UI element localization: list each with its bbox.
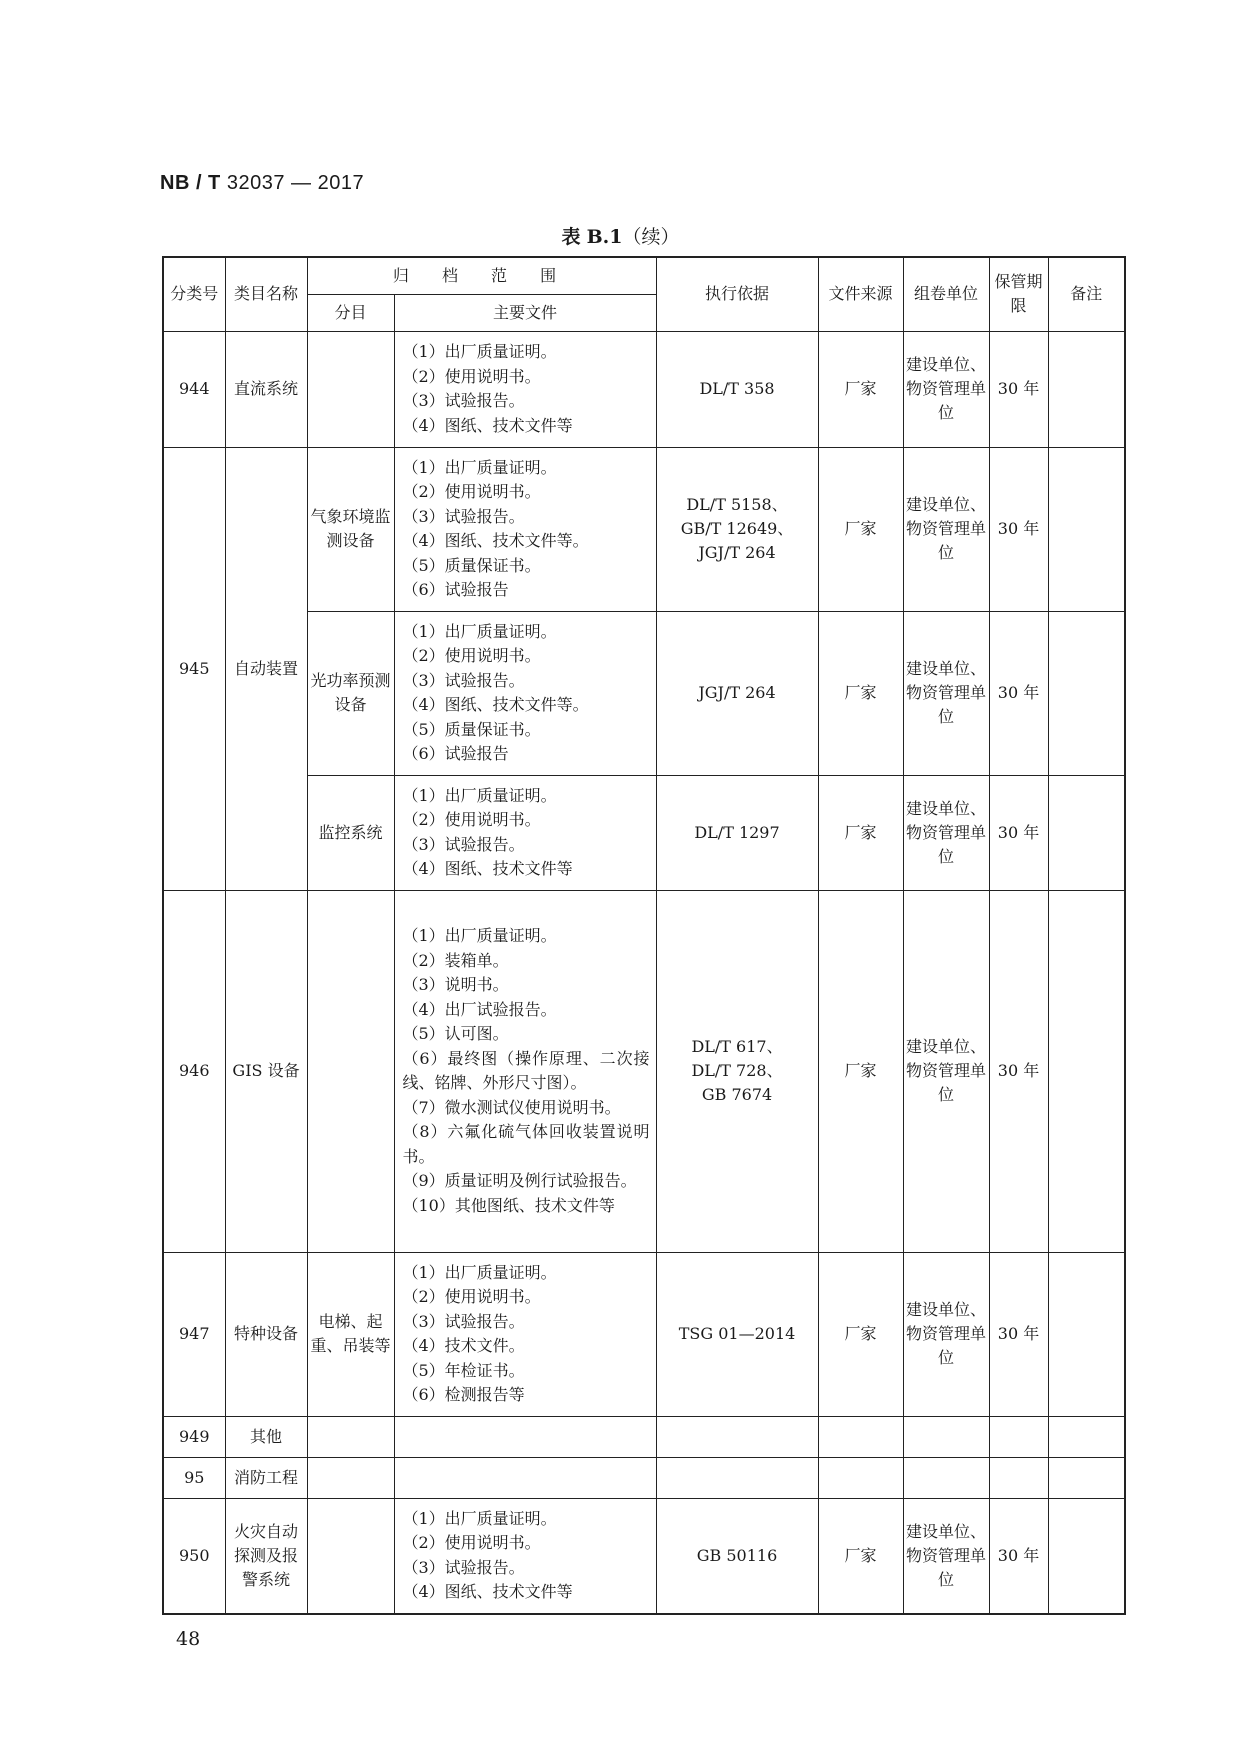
header-unit: 组卷单位 (903, 257, 989, 331)
period-cell: 30 年 (989, 775, 1048, 890)
source-cell: 厂家 (818, 775, 903, 890)
basis-line: DL/T 728、 (691, 1061, 783, 1080)
basis-cell (656, 775, 818, 890)
file-line: （3）说明书。 (402, 975, 509, 994)
files-cell (394, 447, 656, 611)
remarks-cell (1048, 890, 1125, 1252)
file-line: （1）出厂质量证明。 (402, 926, 557, 945)
sub-item-cell (307, 1457, 394, 1498)
file-line: （1）出厂质量证明。 (402, 621, 557, 641)
file-line: （9）质量证明及例行试验报告。 (402, 1171, 637, 1190)
file-line: （1）出厂质量证明。 (402, 785, 557, 805)
table-row (163, 447, 1125, 611)
sub-item-cell (307, 890, 394, 1252)
table-row (163, 1416, 1125, 1457)
basis-line: DL/T 1297 (694, 822, 780, 842)
period-cell (989, 1416, 1048, 1457)
class-no-cell: 947 (163, 1252, 225, 1416)
unit-cell: 建设单位、物资管理单位 (903, 331, 989, 447)
table-row (163, 1252, 1125, 1416)
period-cell: 30 年 (989, 447, 1048, 611)
table-row (163, 775, 1125, 890)
source-cell: 厂家 (818, 447, 903, 611)
basis-cell (656, 611, 818, 775)
caption-suffix: （续） (622, 226, 680, 248)
period-cell: 30 年 (989, 1498, 1048, 1614)
sub-item-cell (307, 1416, 394, 1457)
header-archive-scope: 归 档 范 围 (307, 257, 656, 294)
file-line: （4）出厂试验报告。 (402, 999, 557, 1019)
basis-line: DL/T 617、 (691, 1037, 783, 1056)
class-no-cell: 95 (163, 1457, 225, 1498)
unit-cell: 建设单位、物资管理单位 (903, 775, 989, 890)
caption-label: 表 (561, 226, 581, 248)
sub-item-cell: 电梯、起重、吊装等 (307, 1252, 394, 1416)
file-line: （1）出厂质量证明。 (402, 457, 557, 477)
page-number: 48 (176, 1628, 201, 1650)
remarks-cell (1048, 611, 1125, 775)
doc-code-prefix: NB / T (160, 172, 221, 194)
files-cell (394, 775, 656, 890)
archive-table (162, 256, 1126, 1615)
source-cell: 厂家 (818, 890, 903, 1252)
file-line: （4）图纸、技术文件等。 (402, 695, 589, 714)
category-cell: 特种设备 (225, 1252, 307, 1416)
source-cell (818, 1457, 903, 1498)
source-cell: 厂家 (818, 1252, 903, 1416)
header-sub-item: 分目 (307, 294, 394, 331)
file-line: （4）图纸、技术文件等 (402, 415, 573, 435)
remarks-cell (1048, 1416, 1125, 1457)
source-cell (818, 1416, 903, 1457)
period-cell: 30 年 (989, 611, 1048, 775)
class-no-cell: 949 (163, 1416, 225, 1457)
file-line: （10）其他图纸、技术文件等 (402, 1195, 615, 1215)
basis-line: GB 7674 (701, 1085, 773, 1104)
remarks-cell (1048, 1252, 1125, 1416)
file-line: （4）技术文件。 (402, 1336, 525, 1355)
files-cell (394, 1498, 656, 1614)
file-line: （3）试验报告。 (402, 506, 525, 526)
file-line: （6）试验报告 (402, 744, 509, 763)
doc-code-number: 32037 — 2017 (226, 172, 365, 194)
sub-item-cell: 监控系统 (307, 775, 394, 890)
file-line: （2）使用说明书。 (402, 1287, 541, 1306)
unit-cell: 建设单位、物资管理单位 (903, 890, 989, 1252)
class-no-cell: 950 (163, 1498, 225, 1614)
category-cell: 火灾自动探测及报警系统 (225, 1498, 307, 1614)
file-line: （4）图纸、技术文件等。 (402, 531, 589, 550)
file-line: （6）检测报告等 (402, 1385, 525, 1404)
class-no-cell: 945 (163, 447, 225, 890)
unit-cell: 建设单位、物资管理单位 (903, 1498, 989, 1614)
file-line: （2）使用说明书。 (402, 1533, 541, 1553)
basis-line: DL/T 5158、 (686, 495, 788, 514)
sub-item-cell: 气象环境监测设备 (307, 447, 394, 611)
table-row (163, 1498, 1125, 1614)
basis-line: GB/T 12649、 (680, 519, 794, 538)
files-cell (394, 890, 656, 1252)
document-code (160, 172, 364, 195)
file-line: （5）认可图。 (402, 1024, 509, 1043)
file-line: （2）装箱单。 (402, 950, 509, 970)
header-remarks: 备注 (1048, 257, 1125, 331)
files-cell (394, 1416, 656, 1457)
basis-cell (656, 890, 818, 1252)
file-line: （1）出厂质量证明。 (402, 1262, 557, 1282)
category-cell: 自动装置 (225, 447, 307, 890)
source-cell: 厂家 (818, 331, 903, 447)
basis-cell (656, 447, 818, 611)
files-cell (394, 611, 656, 775)
sub-item-cell (307, 1498, 394, 1614)
file-line: （5）年检证书。 (402, 1360, 525, 1380)
category-cell: 直流系统 (225, 331, 307, 447)
file-line: （3）试验报告。 (402, 834, 525, 854)
caption-number: B.1 (586, 226, 623, 248)
files-cell (394, 1252, 656, 1416)
header-period: 保管期限 (989, 257, 1048, 331)
file-line: （3）试验报告。 (402, 1311, 525, 1331)
category-cell: GIS 设备 (225, 890, 307, 1252)
source-cell: 厂家 (818, 1498, 903, 1614)
unit-cell (903, 1416, 989, 1457)
basis-cell: DL/T 358 (656, 331, 818, 447)
header-category: 类目名称 (225, 257, 307, 331)
unit-cell: 建设单位、物资管理单位 (903, 1252, 989, 1416)
file-line: （2）使用说明书。 (402, 810, 541, 829)
period-cell: 30 年 (989, 1252, 1048, 1416)
table-row (163, 331, 1125, 447)
file-line: （3）试验报告。 (402, 1557, 525, 1577)
basis-cell (656, 1457, 818, 1498)
remarks-cell (1048, 1498, 1125, 1614)
remarks-cell (1048, 331, 1125, 447)
remarks-cell (1048, 775, 1125, 890)
unit-cell (903, 1457, 989, 1498)
basis-cell (656, 1416, 818, 1457)
file-line: （1）出厂质量证明。 (402, 1508, 557, 1528)
file-line: （3）试验报告。 (402, 391, 525, 410)
file-line: （2）使用说明书。 (402, 646, 541, 665)
table-row (163, 611, 1125, 775)
basis-cell: TSG 01—2014 (656, 1252, 818, 1416)
period-cell (989, 1457, 1048, 1498)
category-cell: 其他 (225, 1416, 307, 1457)
file-line: （8）六氟化硫气体回收装置说明书。 (402, 1122, 650, 1166)
file-line: （2）使用说明书。 (402, 482, 541, 501)
unit-cell: 建设单位、物资管理单位 (903, 611, 989, 775)
table-row (163, 1457, 1125, 1498)
remarks-cell (1048, 1457, 1125, 1498)
file-line: （3）试验报告。 (402, 670, 525, 690)
period-cell: 30 年 (989, 890, 1048, 1252)
category-cell: 消防工程 (225, 1457, 307, 1498)
class-no-cell: 944 (163, 331, 225, 447)
sub-item-cell (307, 331, 394, 447)
remarks-cell (1048, 447, 1125, 611)
file-line: （5）质量保证书。 (402, 555, 541, 575)
header-main-files: 主要文件 (394, 294, 656, 331)
basis-line: JGJ/T 264 (698, 543, 776, 562)
unit-cell: 建设单位、物资管理单位 (903, 447, 989, 611)
file-line: （4）图纸、技术文件等 (402, 1582, 573, 1602)
header-source: 文件来源 (818, 257, 903, 331)
file-line: （6）最终图（操作原理、二次接线、铭牌、外形尺寸图）。 (402, 1048, 650, 1092)
period-cell: 30 年 (989, 331, 1048, 447)
files-cell (394, 331, 656, 447)
basis-cell: GB 50116 (656, 1498, 818, 1614)
class-no-cell: 946 (163, 890, 225, 1252)
table-caption (0, 222, 1241, 249)
file-line: （4）图纸、技术文件等 (402, 859, 573, 878)
source-cell: 厂家 (818, 611, 903, 775)
basis-line: JGJ/T 264 (698, 683, 776, 702)
file-line: （5）质量保证书。 (402, 719, 541, 739)
file-line: （6）试验报告 (402, 580, 509, 599)
header-class-no: 分类号 (163, 257, 225, 331)
header-basis: 执行依据 (656, 257, 818, 331)
sub-item-cell: 光功率预测设备 (307, 611, 394, 775)
file-line: （2）使用说明书。 (402, 366, 541, 386)
table-row (163, 890, 1125, 1252)
file-line: （7）微水测试仪使用说明书。 (402, 1097, 621, 1117)
file-line: （1）出厂质量证明。 (402, 342, 557, 361)
files-cell (394, 1457, 656, 1498)
